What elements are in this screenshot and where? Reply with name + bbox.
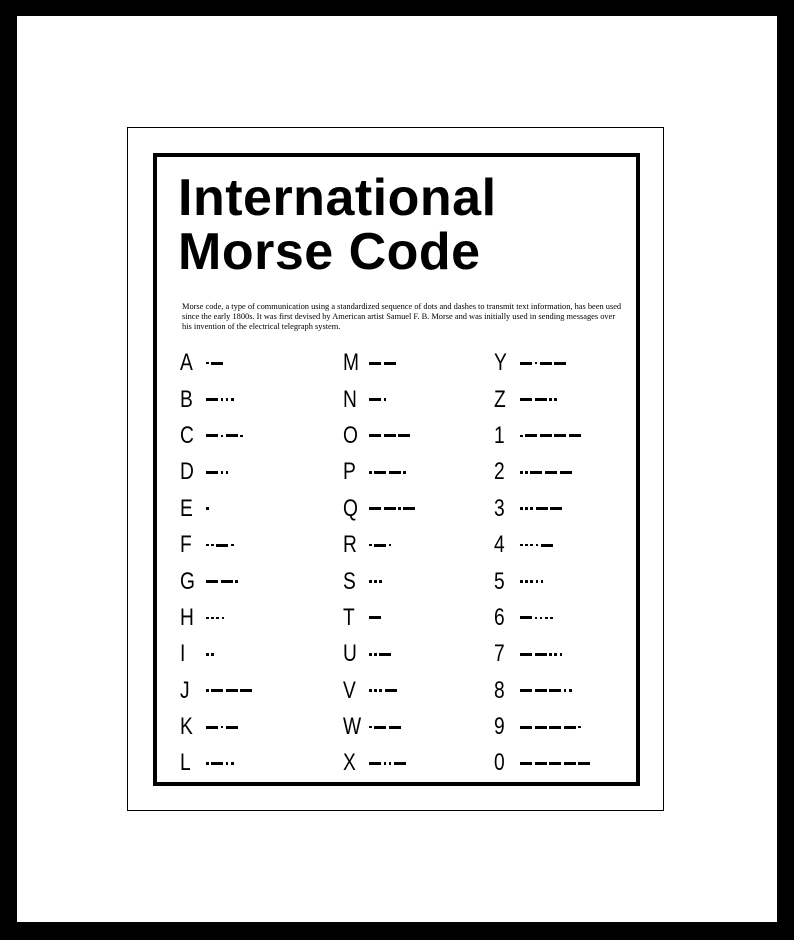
dot-mark [221, 435, 224, 438]
dash-mark [525, 434, 537, 437]
dash-mark [374, 726, 386, 729]
dot-mark [389, 762, 392, 765]
morse-row [180, 381, 255, 417]
dash-mark [384, 507, 396, 510]
morse-character: D [180, 458, 194, 486]
morse-column-2 [343, 345, 418, 782]
dot-mark [536, 544, 539, 547]
dot-mark [235, 580, 238, 583]
dot-mark [206, 544, 209, 547]
morse-row [180, 491, 255, 527]
dash-mark [384, 434, 396, 437]
morse-character: G [180, 567, 195, 595]
dash-mark [520, 398, 532, 401]
morse-character: 2 [494, 458, 505, 486]
morse-code [520, 717, 584, 737]
morse-code [206, 572, 240, 592]
dot-mark [541, 580, 544, 583]
dot-mark [206, 762, 209, 765]
morse-code [369, 462, 409, 482]
dash-mark [369, 762, 381, 765]
morse-character: E [180, 494, 193, 522]
morse-row [494, 709, 593, 745]
title-line-2: Morse Code [178, 223, 481, 281]
dot-mark [221, 726, 224, 729]
morse-character: 9 [494, 713, 505, 741]
morse-code [206, 499, 211, 519]
morse-character: L [180, 749, 191, 777]
dot-mark [211, 653, 214, 656]
dot-mark [564, 689, 567, 692]
morse-character: 3 [494, 494, 505, 522]
morse-code [369, 572, 385, 592]
dash-mark [550, 507, 562, 510]
morse-row [180, 600, 255, 636]
dot-mark [226, 762, 229, 765]
dash-mark [374, 544, 386, 547]
morse-code [520, 499, 565, 519]
dash-mark [394, 762, 406, 765]
dot-mark [379, 689, 382, 692]
dot-mark [530, 580, 533, 583]
dash-mark [520, 653, 532, 656]
morse-character: S [343, 567, 356, 595]
morse-code [520, 608, 555, 628]
morse-row [180, 418, 255, 454]
morse-code [520, 426, 584, 446]
dot-mark [222, 617, 225, 620]
dot-mark [525, 471, 528, 474]
dash-mark [541, 544, 553, 547]
dot-mark [525, 580, 528, 583]
morse-code [369, 717, 403, 737]
dot-mark [520, 435, 523, 438]
dot-mark [206, 507, 209, 510]
dot-mark [536, 580, 539, 583]
morse-code [520, 644, 565, 664]
morse-character: Q [343, 494, 358, 522]
dash-mark [211, 362, 223, 365]
dot-mark [231, 544, 234, 547]
dot-mark [226, 471, 229, 474]
morse-code [369, 390, 389, 410]
dot-mark [520, 544, 523, 547]
dash-mark [520, 362, 532, 365]
dash-mark [389, 726, 401, 729]
dash-mark [369, 434, 381, 437]
dash-mark [374, 471, 386, 474]
dash-mark [549, 689, 561, 692]
dot-mark [374, 689, 377, 692]
morse-character: 0 [494, 749, 505, 777]
morse-character: 8 [494, 676, 505, 704]
dash-mark [535, 726, 547, 729]
morse-character: W [343, 713, 362, 741]
dash-mark [206, 580, 218, 583]
morse-character: X [343, 749, 356, 777]
morse-code [520, 462, 574, 482]
dash-mark [369, 362, 381, 365]
dot-mark [520, 580, 523, 583]
morse-column-3 [494, 345, 593, 782]
morse-row [494, 563, 593, 599]
morse-character: 1 [494, 421, 505, 449]
dash-mark [545, 471, 557, 474]
dash-mark [240, 689, 252, 692]
morse-row [343, 673, 418, 709]
morse-code [520, 535, 555, 555]
dash-mark [385, 689, 397, 692]
dot-mark [530, 544, 533, 547]
dot-mark [520, 471, 523, 474]
morse-code [520, 681, 574, 701]
morse-code [520, 390, 560, 410]
morse-code [206, 717, 240, 737]
morse-character: Y [494, 349, 507, 377]
morse-row [343, 491, 418, 527]
dash-mark [540, 434, 552, 437]
dot-mark [206, 617, 209, 620]
dash-mark [216, 544, 228, 547]
morse-row [494, 527, 593, 563]
dot-mark [384, 398, 387, 401]
dash-mark [578, 762, 590, 765]
morse-row [180, 709, 255, 745]
morse-row [180, 454, 255, 490]
dot-mark [379, 580, 382, 583]
morse-row [494, 381, 593, 417]
morse-character: I [180, 640, 186, 668]
dash-mark [535, 398, 547, 401]
morse-code [369, 535, 394, 555]
dash-mark [389, 471, 401, 474]
dot-mark [374, 580, 377, 583]
morse-character: R [343, 531, 357, 559]
dash-mark [569, 434, 581, 437]
morse-row [343, 563, 418, 599]
morse-character: M [343, 349, 359, 377]
dash-mark [540, 362, 552, 365]
morse-row [343, 527, 418, 563]
dash-mark [206, 471, 218, 474]
morse-character: 7 [494, 640, 505, 668]
dash-mark [206, 726, 218, 729]
dash-mark [226, 689, 238, 692]
morse-row [343, 381, 418, 417]
title-line-1: International [178, 169, 497, 227]
dot-mark [535, 362, 538, 365]
morse-row [494, 745, 593, 781]
dash-mark [536, 507, 548, 510]
morse-code [206, 535, 236, 555]
dash-mark [369, 398, 381, 401]
morse-code [369, 499, 418, 519]
dot-mark [554, 398, 557, 401]
morse-row [343, 745, 418, 781]
dash-mark [379, 653, 391, 656]
morse-character: U [343, 640, 357, 668]
dash-mark [384, 362, 396, 365]
morse-code [369, 753, 409, 773]
morse-row [343, 345, 418, 381]
dash-mark [549, 762, 561, 765]
dash-mark [226, 434, 238, 437]
dash-mark [369, 616, 381, 619]
dot-mark [369, 580, 372, 583]
morse-row [494, 418, 593, 454]
dash-mark [206, 398, 218, 401]
dot-mark [369, 471, 372, 474]
dot-mark [216, 617, 219, 620]
dot-mark [549, 653, 552, 656]
morse-row [494, 345, 593, 381]
dash-mark [403, 507, 415, 510]
morse-character: K [180, 713, 193, 741]
dash-mark [535, 689, 547, 692]
dash-mark [554, 362, 566, 365]
morse-row [180, 673, 255, 709]
morse-row [180, 745, 255, 781]
morse-code [206, 462, 231, 482]
dot-mark [369, 544, 372, 547]
morse-code [369, 608, 384, 628]
dash-mark [211, 762, 223, 765]
morse-code [520, 753, 593, 773]
dot-mark [221, 471, 224, 474]
dot-mark [226, 398, 229, 401]
morse-character: J [180, 676, 190, 704]
morse-code [369, 681, 399, 701]
morse-code [206, 426, 246, 446]
dot-mark [231, 398, 234, 401]
morse-row [180, 636, 255, 672]
morse-character: P [343, 458, 356, 486]
morse-code [206, 608, 227, 628]
dot-mark [545, 617, 548, 620]
poster-title [178, 171, 628, 279]
dot-mark [374, 653, 377, 656]
dot-mark [398, 507, 401, 510]
morse-code [369, 426, 413, 446]
dot-mark [206, 362, 209, 365]
dot-mark [211, 544, 214, 547]
dash-mark [226, 726, 238, 729]
poster-description: Morse code, a type of communication using a standardized sequence of dots and dashes to transmit text information, has been used since the early 1800s. It was first devised by American artist Samuel F. B. Morse and was initially used in sending messages over his invention of the electrical telegraph system. [182, 302, 622, 331]
morse-row [180, 527, 255, 563]
dot-mark [525, 507, 528, 510]
dash-mark [369, 507, 381, 510]
morse-code [369, 353, 398, 373]
dot-mark [525, 544, 528, 547]
morse-row [343, 454, 418, 490]
dash-mark [211, 689, 223, 692]
morse-character: V [343, 676, 356, 704]
morse-code [206, 681, 255, 701]
dash-mark [520, 616, 532, 619]
dot-mark [535, 617, 538, 620]
morse-character: O [343, 421, 358, 449]
dot-mark [554, 653, 557, 656]
dash-mark [221, 580, 233, 583]
dot-mark [211, 617, 214, 620]
morse-row [494, 454, 593, 490]
dash-mark [206, 434, 218, 437]
dot-mark [550, 617, 553, 620]
dot-mark [530, 507, 533, 510]
dash-mark [564, 726, 576, 729]
morse-row [343, 600, 418, 636]
morse-character: 5 [494, 567, 505, 595]
morse-character: N [343, 385, 357, 413]
morse-row [343, 418, 418, 454]
dot-mark [206, 689, 209, 692]
dot-mark [369, 653, 372, 656]
morse-column-1 [180, 345, 255, 782]
dot-mark [369, 726, 372, 729]
dot-mark [520, 507, 523, 510]
dot-mark [540, 617, 543, 620]
morse-character: H [180, 603, 194, 631]
dot-mark [578, 726, 581, 729]
morse-row [343, 636, 418, 672]
dot-mark [549, 398, 552, 401]
morse-row [494, 491, 593, 527]
morse-character: 6 [494, 603, 505, 631]
morse-row [494, 600, 593, 636]
dot-mark [569, 689, 572, 692]
dash-mark [549, 726, 561, 729]
morse-code [206, 390, 236, 410]
morse-code [520, 572, 546, 592]
dash-mark [535, 653, 547, 656]
dot-mark [231, 762, 234, 765]
dash-mark [530, 471, 542, 474]
dash-mark [535, 762, 547, 765]
morse-code [206, 753, 236, 773]
dash-mark [554, 434, 566, 437]
morse-row [494, 673, 593, 709]
morse-table [180, 345, 620, 777]
poster [153, 153, 640, 786]
morse-character: B [180, 385, 193, 413]
dot-mark [206, 653, 209, 656]
morse-code [206, 353, 226, 373]
dash-mark [520, 762, 532, 765]
dash-mark [398, 434, 410, 437]
morse-row [180, 345, 255, 381]
dot-mark [240, 435, 243, 438]
morse-character: T [343, 603, 355, 631]
dash-mark [520, 726, 532, 729]
morse-character: A [180, 349, 193, 377]
dot-mark [369, 689, 372, 692]
morse-character: Z [494, 385, 506, 413]
morse-code [520, 353, 569, 373]
dot-mark [221, 398, 224, 401]
morse-character: F [180, 531, 192, 559]
dash-mark [564, 762, 576, 765]
morse-row [180, 563, 255, 599]
morse-character: 4 [494, 531, 505, 559]
dot-mark [560, 653, 563, 656]
morse-row [494, 636, 593, 672]
morse-code [206, 644, 216, 664]
dot-mark [384, 762, 387, 765]
morse-code [369, 644, 394, 664]
morse-row [343, 709, 418, 745]
dash-mark [520, 689, 532, 692]
dash-mark [560, 471, 572, 474]
dot-mark [389, 544, 392, 547]
dot-mark [403, 471, 406, 474]
morse-character: C [180, 421, 194, 449]
